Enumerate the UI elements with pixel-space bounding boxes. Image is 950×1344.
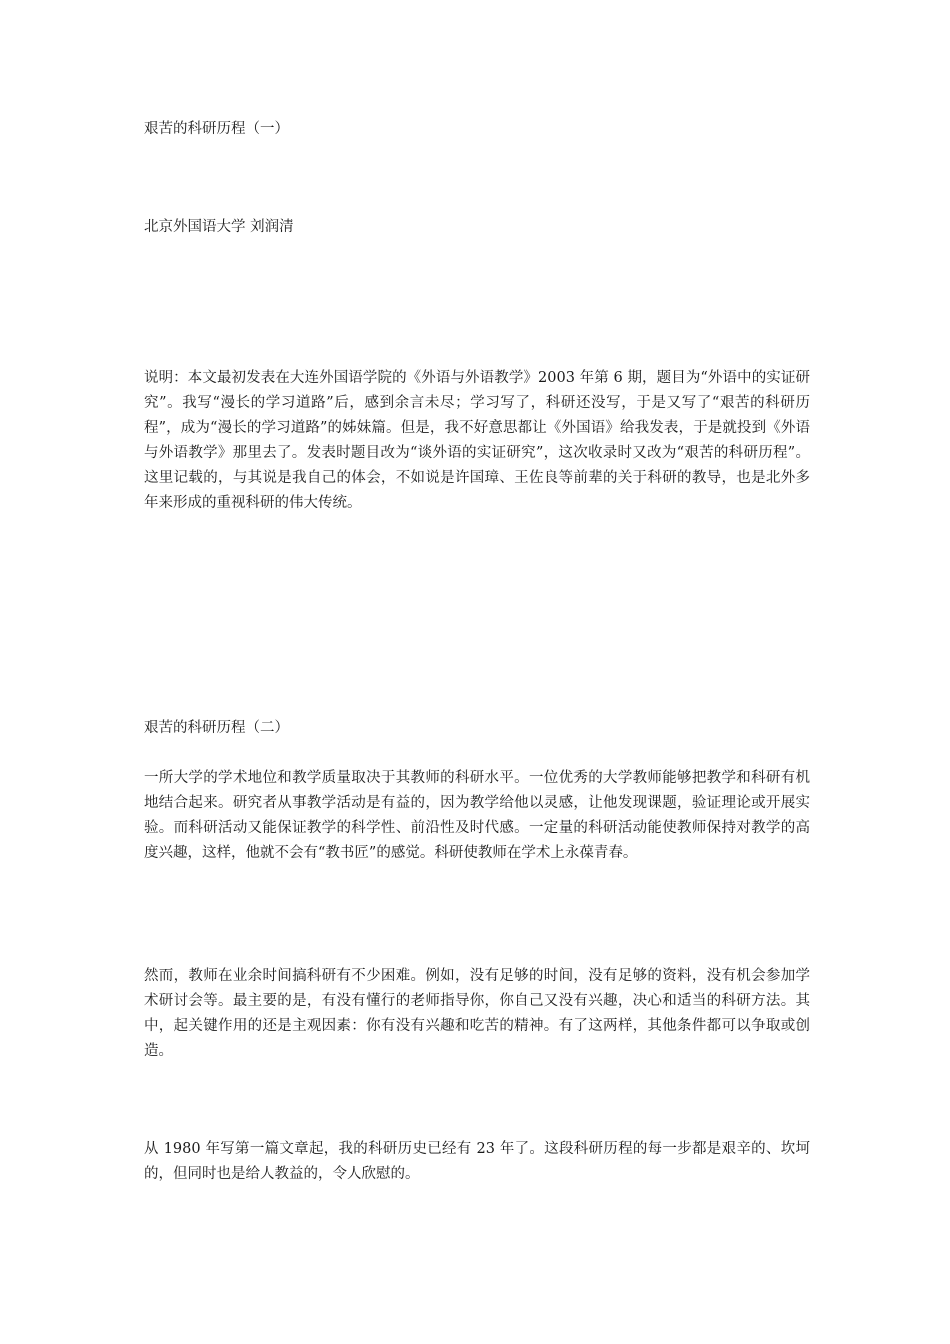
section-title-two: 艰苦的科研历程（二） (144, 720, 289, 736)
body-paragraph-3: 从 1980 年写第一篇文章起，我的科研历史已经有 23 年了。这段科研历程的每一步都是艰辛的、坎坷的，但同时也是给人教益的，令人欣慰的。 (144, 1141, 810, 1182)
author-note: 说明：本文最初发表在大连外国语学院的《外语与外语教学》2003 年第 6 期，题目为“外语中的实证研究”。我写“漫长的学习道路”后，感到余言未尽；学习写了，科研还没写，于是又写了“艰苦的科研历程”，成为“漫长的学习道路”的姊妹篇。但是，我不好意思都让《外国语》给我发表，于是就投到《外语与外语教学》那里去了。发表时题目改为“谈外语的实证研究”，这次收录时又改为“艰苦的科研历程”。这里记载的，与其说是我自己的体会，不如说是许国璋、王佐良等前辈的关于科研的教导，也是北外多年来形成的重视科研的伟大传统。 (144, 370, 810, 511)
author-byline: 北京外国语大学 刘润清 (144, 219, 294, 235)
body-paragraph-1: 一所大学的学术地位和教学质量取决于其教师的科研水平。一位优秀的大学教师能够把教学和科研有机地结合起来。研究者从事教学活动是有益的，因为教学给他以灵感，让他发现课题，验证理论或开展实验。而科研活动又能保证教学的科学性、前沿性及时代感。一定量的科研活动能使教师保持对教学的高度兴趣，这样，他就不会有“教书匠”的感觉。科研使教师在学术上永葆青春。 (144, 770, 810, 861)
body-paragraph-2: 然而，教师在业余时间搞科研有不少困难。例如，没有足够的时间，没有足够的资料，没有机会参加学术研讨会等。最主要的是，有没有懂行的老师指导你，你自己又没有兴趣，决心和适当的科研方法。其中，起关键作用的还是主观因素：你有没有兴趣和吃苦的精神。有了这两样，其他条件都可以争取或创造。 (144, 968, 810, 1059)
section-title-one: 艰苦的科研历程（一） (144, 121, 289, 137)
